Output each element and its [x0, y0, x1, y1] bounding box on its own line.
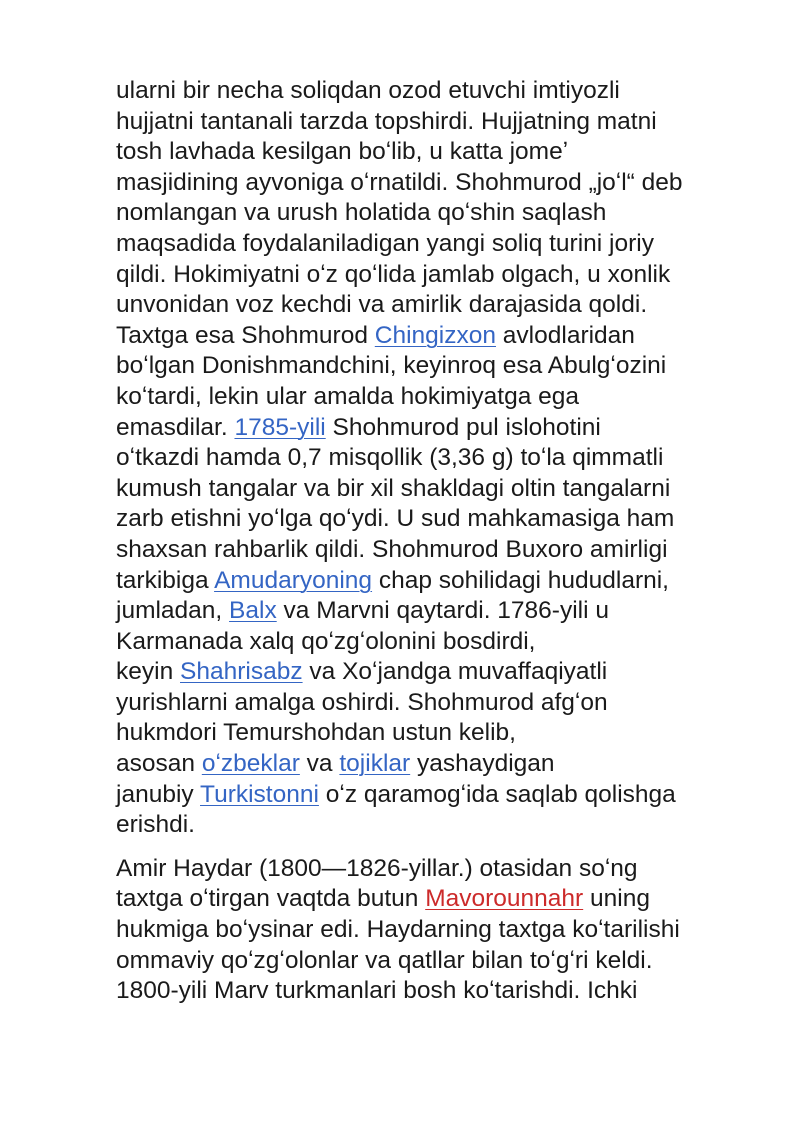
text-segment: va Xoʻjandga muvaffaqiyatli: [302, 658, 608, 686]
text-segment: keyin: [116, 658, 181, 686]
text-segment: oʻtkazdi hamda 0,7 misqollik (3,36 g) toʻla qimmatli: [116, 444, 664, 472]
link-shahrisabz[interactable]: Shahrisabz: [180, 658, 303, 686]
text-segment: jumladan,: [116, 597, 230, 625]
text-segment: shaxsan rahbarlik qildi. Shohmurod Buxoro amirligi: [116, 535, 668, 563]
paragraph: [116, 76, 756, 841]
text-segment: masjidining ayvoniga oʻrnatildi. Shohmurod „joʻl“ deb: [116, 168, 683, 196]
text-segment: ularni bir necha soliqdan ozod etuvchi imtiyozli: [116, 77, 620, 104]
link-mavorounnahr[interactable]: Mavorounnahr: [425, 885, 584, 913]
text-segment: boʻlgan Donishmandchini, keyinroq esa Abulgʻozini: [116, 352, 667, 380]
text-line: [116, 260, 756, 291]
text-line: [116, 749, 756, 780]
text-line: [116, 229, 756, 260]
text-line: [116, 810, 756, 841]
text-segment: emasdilar.: [116, 413, 235, 441]
text-line: [116, 107, 756, 138]
link-tojiklar[interactable]: tojiklar: [339, 750, 411, 778]
text-line: [116, 413, 756, 444]
text-line: [116, 780, 756, 811]
text-segment: 1800-yili Marv turkmanlari bosh koʻtarishdi. Ichki: [116, 977, 638, 1005]
text-line: [116, 198, 756, 229]
text-line: [116, 443, 756, 474]
text-line: [116, 474, 756, 505]
text-line: [116, 946, 756, 977]
text-segment: kumush tangalar va bir xil shakldagi oltin tangalarni: [116, 474, 671, 502]
link-1785-yili[interactable]: 1785-yili: [234, 413, 326, 441]
text-segment: Amir Haydar (1800—1826-yillar.) otasidan soʻng: [116, 854, 638, 882]
text-line: [116, 657, 756, 688]
text-segment: taxtga oʻtirgan vaqtda butun: [116, 885, 426, 913]
text-line: [116, 718, 756, 749]
text-line: [116, 688, 756, 719]
text-segment: avlodlaridan: [496, 321, 635, 349]
text-line: [116, 535, 756, 566]
text-line: [116, 566, 756, 597]
text-line: [116, 321, 756, 352]
link-ozbeklar[interactable]: oʻzbeklar: [201, 750, 300, 778]
text-segment: yashaydigan: [410, 750, 555, 778]
text-line: [116, 854, 756, 885]
text-segment: qildi. Hokimiyatni oʻz qoʻlida jamlab olgach, u xonlik: [116, 260, 671, 288]
text-segment: maqsadida foydalaniladigan yangi soliq turini joriy: [116, 229, 654, 257]
text-segment: va: [299, 750, 340, 778]
text-segment: zarb etishni yoʻlga qoʻydi. U sud mahkamasiga ham: [116, 505, 675, 533]
link-amudaryoning[interactable]: Amudaryoning: [214, 566, 373, 594]
text-segment: chap sohilidagi hududlarni,: [372, 566, 669, 594]
text-line: [116, 168, 756, 199]
text-line: [116, 915, 756, 946]
text-segment: uning: [583, 885, 650, 913]
text-line: [116, 596, 756, 627]
text-line: [116, 76, 756, 107]
text-line: [116, 290, 756, 321]
text-segment: Taxtga esa Shohmurod: [116, 321, 375, 349]
document-page: [116, 76, 756, 1007]
text-line: [116, 976, 756, 1007]
text-segment: erishdi.: [116, 811, 195, 839]
text-segment: janubiy: [116, 780, 201, 808]
text-segment: unvonidan voz kechdi va amirlik darajasida qoldi.: [116, 291, 648, 319]
text-segment: koʻtardi, lekin ular amalda hokimiyatga ega: [116, 382, 580, 410]
text-line: [116, 627, 756, 658]
paragraph: [116, 854, 756, 1007]
text-segment: Karmanada xalq qoʻzgʻolonini bosdirdi,: [116, 627, 536, 655]
text-segment: va Marvni qaytardi. 1786-yili u: [276, 597, 609, 625]
link-chingizxon[interactable]: Chingizxon: [374, 321, 496, 349]
text-line: [116, 504, 756, 535]
text-segment: tarkibiga: [116, 566, 215, 594]
link-turkistonni[interactable]: Turkistonni: [200, 780, 319, 808]
text-line: [116, 137, 756, 168]
text-segment: nomlangan va urush holatida qoʻshin saqlash: [116, 199, 607, 227]
text-segment: hujjatni tantanali tarzda topshirdi. Hujjatning matni: [116, 107, 657, 135]
text-line: [116, 884, 756, 915]
text-segment: hukmdori Temurshohdan ustun kelib,: [116, 719, 516, 747]
text-segment: tosh lavhada kesilgan boʻlib, u katta jomeʼ: [116, 138, 569, 166]
text-line: [116, 382, 756, 413]
text-segment: oʻz qaramogʻida saqlab qolishga: [318, 780, 676, 808]
text-segment: asosan: [116, 750, 202, 778]
text-segment: ommaviy qoʻzgʻolonlar va qatllar bilan toʻgʻri keldi.: [116, 946, 653, 974]
text-segment: hukmiga boʻysinar edi. Haydarning taxtga koʻtarilishi: [116, 916, 680, 944]
link-balx[interactable]: Balx: [229, 597, 277, 625]
text-segment: Shohmurod pul islohotini: [325, 413, 601, 441]
text-line: [116, 351, 756, 382]
text-segment: yurishlarni amalga oshirdi. Shohmurod afgʻon: [116, 688, 608, 716]
